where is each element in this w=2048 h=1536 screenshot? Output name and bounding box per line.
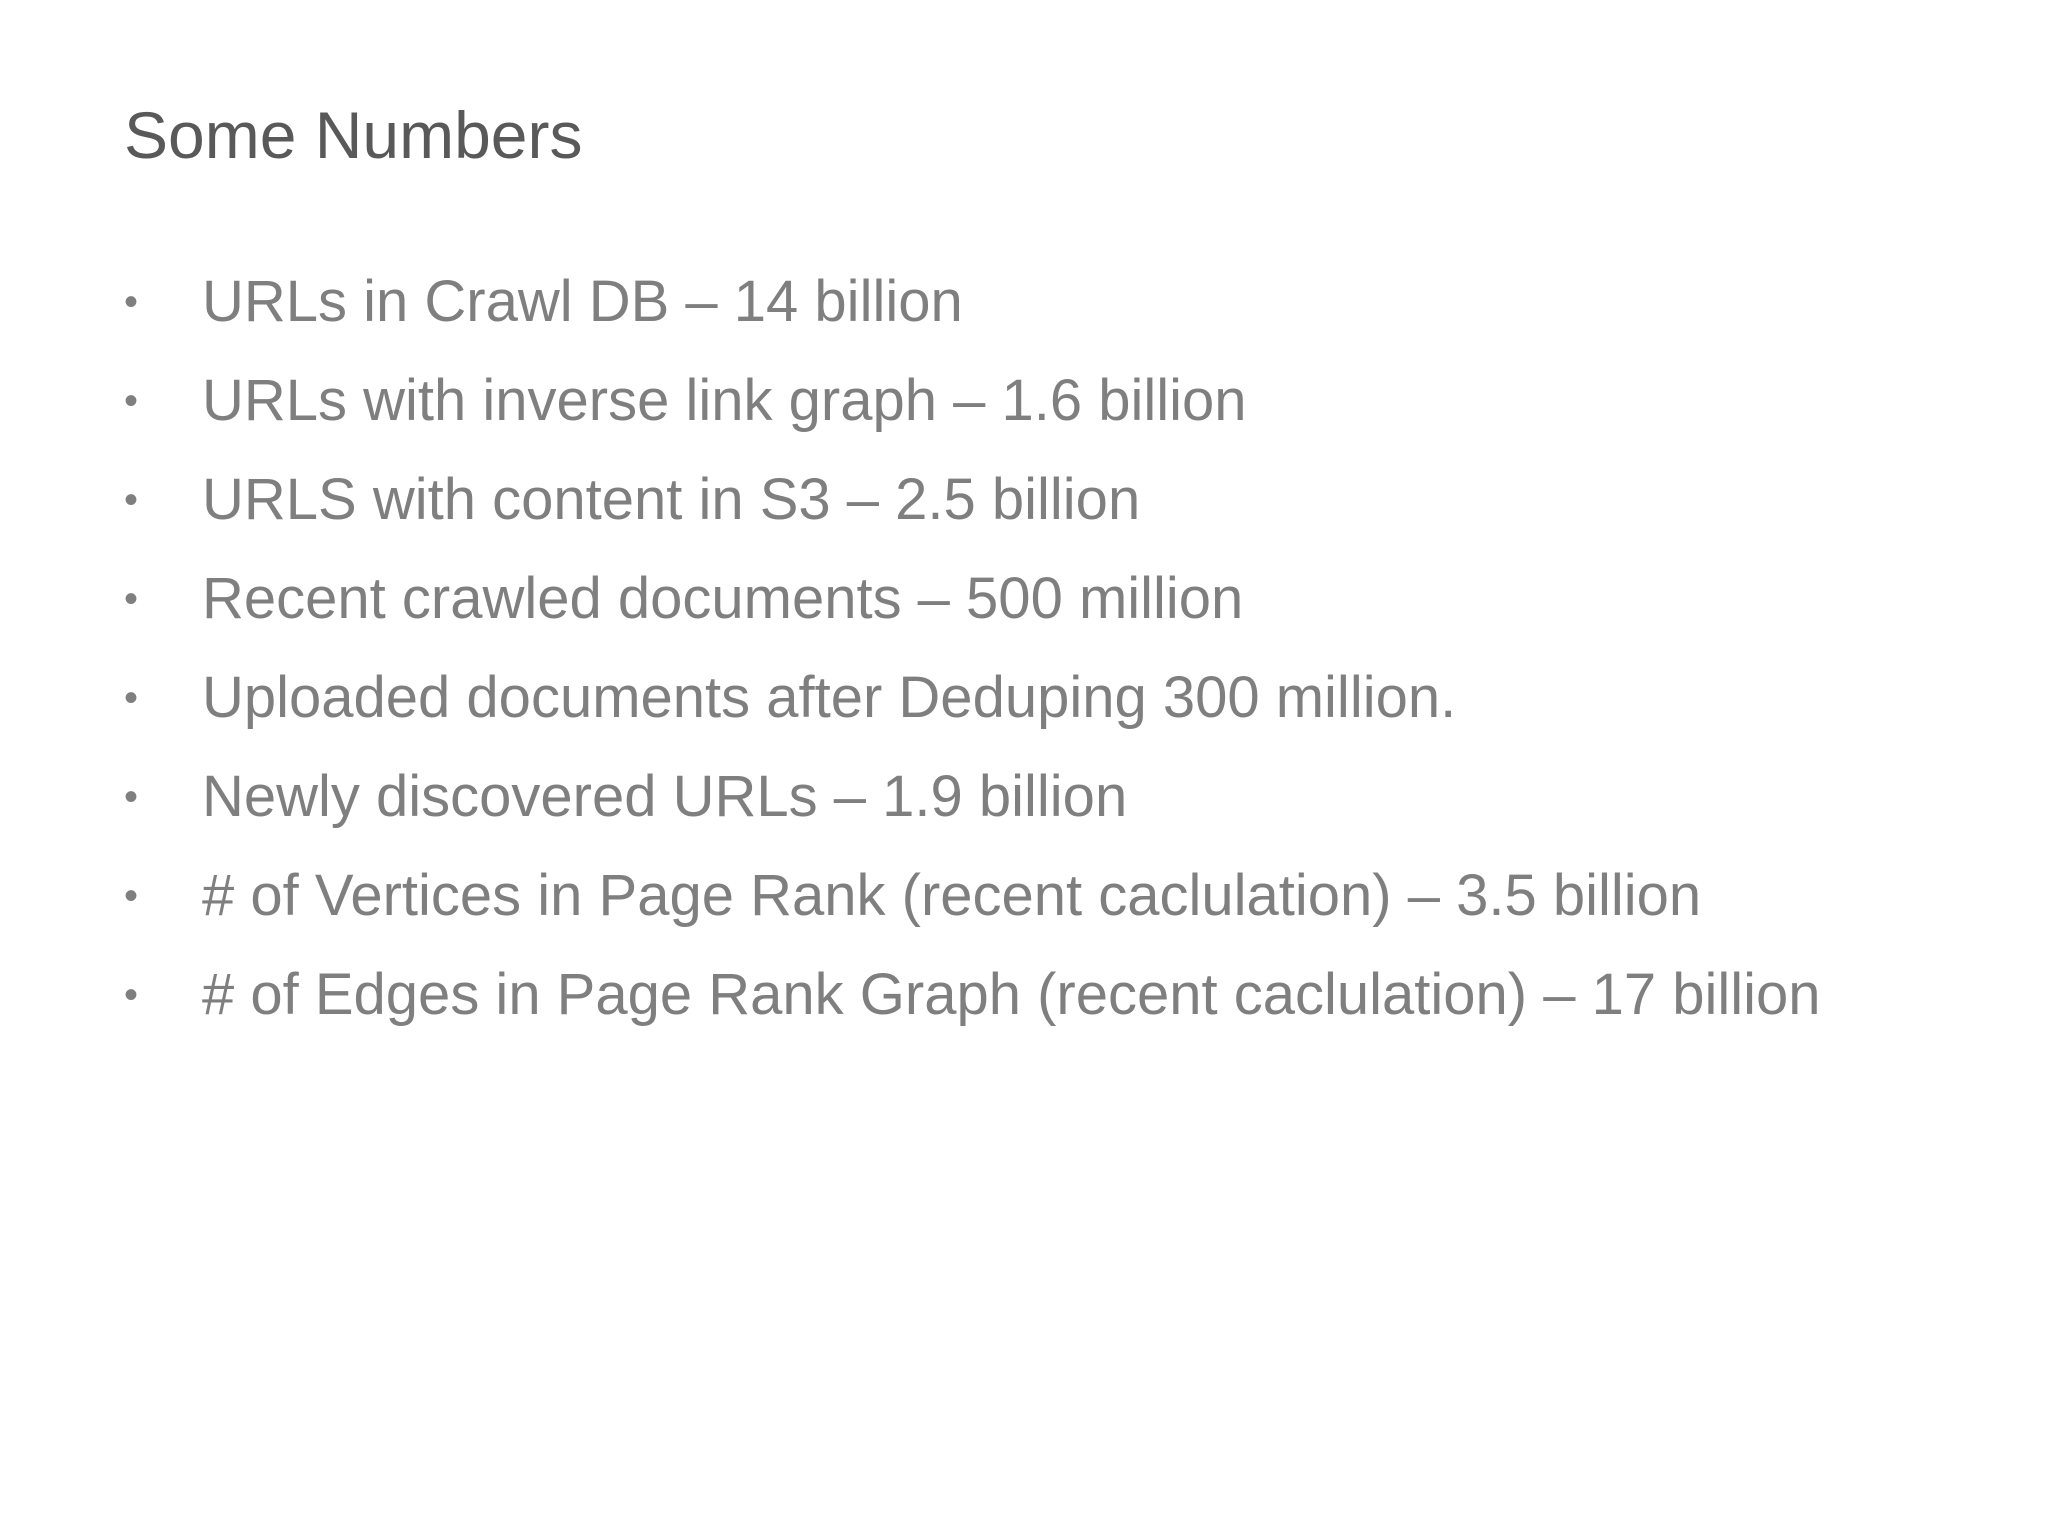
bullet-text: Recent crawled documents – 500 million [202,566,1244,631]
bullet-item-content-in-s3 [124,460,1821,559]
bullet-text: URLs in Crawl DB – 14 billion [202,269,963,334]
bullet-text: Uploaded documents after Deduping 300 million. [202,665,1457,730]
bullet-item-newly-discovered-urls [124,757,1821,856]
bullet-item-recent-crawled-documents [124,559,1821,658]
bullet-dot-icon: • [124,973,139,1017]
bullet-text: URLs with inverse link graph – 1.6 billion [202,368,1247,433]
bullet-item-inverse-link-graph [124,361,1821,460]
bullet-text: Newly discovered URLs – 1.9 billion [202,764,1128,829]
bullet-text: # of Edges in Page Rank Graph (recent caclulation) – 17 billion [202,962,1821,1027]
bullet-dot-icon: • [124,676,139,720]
bullet-dot-icon: • [124,280,139,324]
bullet-item-page-rank-edges [124,955,1821,1054]
bullet-text: URLS with content in S3 – 2.5 billion [202,467,1141,532]
bullet-item-urls-in-crawl-db [124,262,1821,361]
bullet-item-uploaded-documents [124,658,1821,757]
bullet-dot-icon: • [124,478,139,522]
bullet-dot-icon: • [124,775,139,819]
bullet-item-page-rank-vertices [124,856,1821,955]
bullet-list [124,262,1821,1054]
bullet-dot-icon: • [124,577,139,621]
bullet-text: # of Vertices in Page Rank (recent caclulation) – 3.5 billion [202,863,1702,928]
bullet-dot-icon: • [124,379,139,423]
slide-title: Some Numbers [124,98,583,172]
bullet-dot-icon: • [124,874,139,918]
